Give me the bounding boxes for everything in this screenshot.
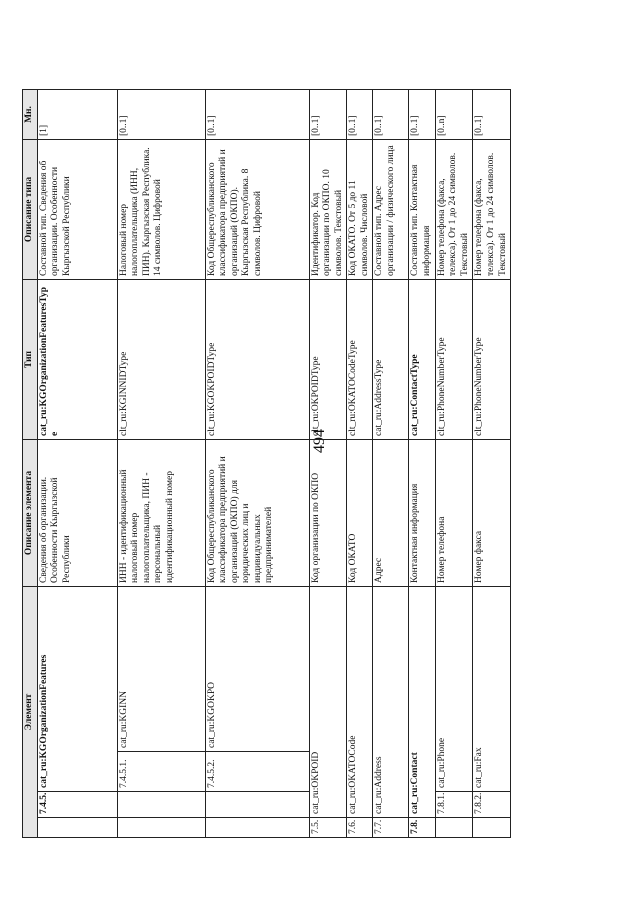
- multiplicity: [0..1]: [373, 89, 409, 139]
- element-type: cat_ru:ContactType: [409, 279, 435, 439]
- element-type: clt_ru:OKATOCodeType: [347, 279, 373, 439]
- element-description: Код ОКАТО: [347, 439, 373, 586]
- row-number: 7.6.: [347, 818, 373, 838]
- table-row: [373, 89, 409, 837]
- spec-table: [22, 89, 511, 838]
- table-row: [409, 89, 435, 837]
- row-number: 7.8.2.: [473, 792, 511, 818]
- multiplicity: [0..1]: [347, 89, 373, 139]
- type-description: Налоговый номер налогоплательщика (ИНН, ПИН). Кыргызская Республика. 14 символов. Цифровой: [117, 139, 205, 279]
- element-name: cat_ru:KGINN: [117, 586, 205, 751]
- element-name: cat_ru:KGOrganizationFeatures: [37, 586, 117, 791]
- type-description: Код Общереспубликанского классификатора предприятий и организаций (ОКПО). Кыргызская Республика. 8 символов. Цифровой: [205, 139, 309, 279]
- table-row: [347, 89, 373, 837]
- element-description: Сведения об организации. Особенности Кыргызской Республики: [37, 439, 117, 586]
- table-row: [205, 89, 309, 837]
- element-name: cat_ru:OKATOCode: [347, 586, 373, 817]
- row-number: 7.5.: [309, 818, 347, 838]
- multiplicity: [1]: [37, 89, 117, 139]
- row-number: 7.7.: [373, 818, 409, 838]
- element-name: cat_ru:Phone: [435, 586, 473, 791]
- page-number: 494: [311, 429, 328, 453]
- type-description: Код ОКАТО. От 5 до 11 символов. Числовой: [347, 139, 373, 279]
- element-name: cat_ru:KGOKPO: [205, 586, 309, 751]
- header-type-description: Описание типа: [23, 139, 38, 279]
- element-description: Номер факса: [473, 439, 511, 586]
- element-description: Код организации по ОКПО: [309, 439, 347, 586]
- header-row: [23, 89, 38, 837]
- element-name: cat_ru:OKPOID: [309, 586, 347, 817]
- element-type: clt_ru:PhoneNumberType: [473, 279, 511, 439]
- element-type: clt_ru:KGOKPOIDType: [205, 279, 309, 439]
- multiplicity: [0..1]: [205, 89, 309, 139]
- multiplicity: [0..1]: [409, 89, 435, 139]
- element-name: cat_ru:Address: [373, 586, 409, 817]
- header-element: Элемент: [23, 586, 38, 837]
- element-description: Номер телефона: [435, 439, 473, 586]
- header-multiplicity: Мн.: [23, 89, 38, 139]
- element-description: Адрес: [373, 439, 409, 586]
- element-type: clt_ru:KGINNIDType: [117, 279, 205, 439]
- multiplicity: [0..1]: [473, 89, 511, 139]
- header-description: Описание элемента: [23, 439, 38, 586]
- element-type: cat_ru:KGOrganizationFeaturesType: [37, 279, 117, 439]
- table-row: [37, 89, 117, 837]
- table-row: [435, 89, 473, 837]
- multiplicity: [0..1]: [117, 89, 205, 139]
- type-description: Составной тип. Сведения об организации. Особенности Кыргызской Республики: [37, 139, 117, 279]
- type-description: Составной тип. Адрес организации / физического лица: [373, 139, 409, 279]
- element-description: Контактная информация: [409, 439, 435, 586]
- table-row: [309, 89, 347, 837]
- row-number: 7.4.5.: [37, 792, 117, 818]
- table-row: [473, 89, 511, 837]
- element-type: cat_ru:AddressType: [373, 279, 409, 439]
- type-description: Номер телефона (факса, телекса). От 1 до 24 символов. Текстовый: [473, 139, 511, 279]
- type-description: Составной тип. Контактная информация: [409, 139, 435, 279]
- table-row: [117, 89, 205, 837]
- element-type: clt_ru:OKPOIDType: [309, 279, 347, 439]
- type-description: Идентификатор. Код организации по ОКПО. 10 символов. Текстовый: [309, 139, 347, 279]
- rotated-page: [20, 18, 630, 838]
- row-number: 7.8.: [409, 818, 435, 838]
- multiplicity: [0..n]: [435, 89, 473, 139]
- multiplicity: [0..1]: [309, 89, 347, 139]
- element-description: Код Общереспубликанского классификатора предприятий и организаций (ОКПО) для юридических лиц и индивидуальных предпринимателей: [205, 439, 309, 586]
- type-description: Номер телефона (факса, телекса). От 1 до 24 символов. Текстовый: [435, 139, 473, 279]
- row-number: 7.4.5.2.: [205, 752, 309, 792]
- element-type: clt_ru:PhoneNumberType: [435, 279, 473, 439]
- row-number: 7.4.5.1.: [117, 752, 205, 792]
- element-description: ИНН - идентификационный налоговый номер налогоплательщика, ПИН - персональный идентификационный номер: [117, 439, 205, 586]
- element-name: cat_ru:Contact: [409, 586, 435, 817]
- element-name: cat_ru:Fax: [473, 586, 511, 791]
- row-number: 7.8.1.: [435, 792, 473, 818]
- header-type: Тип: [23, 279, 38, 439]
